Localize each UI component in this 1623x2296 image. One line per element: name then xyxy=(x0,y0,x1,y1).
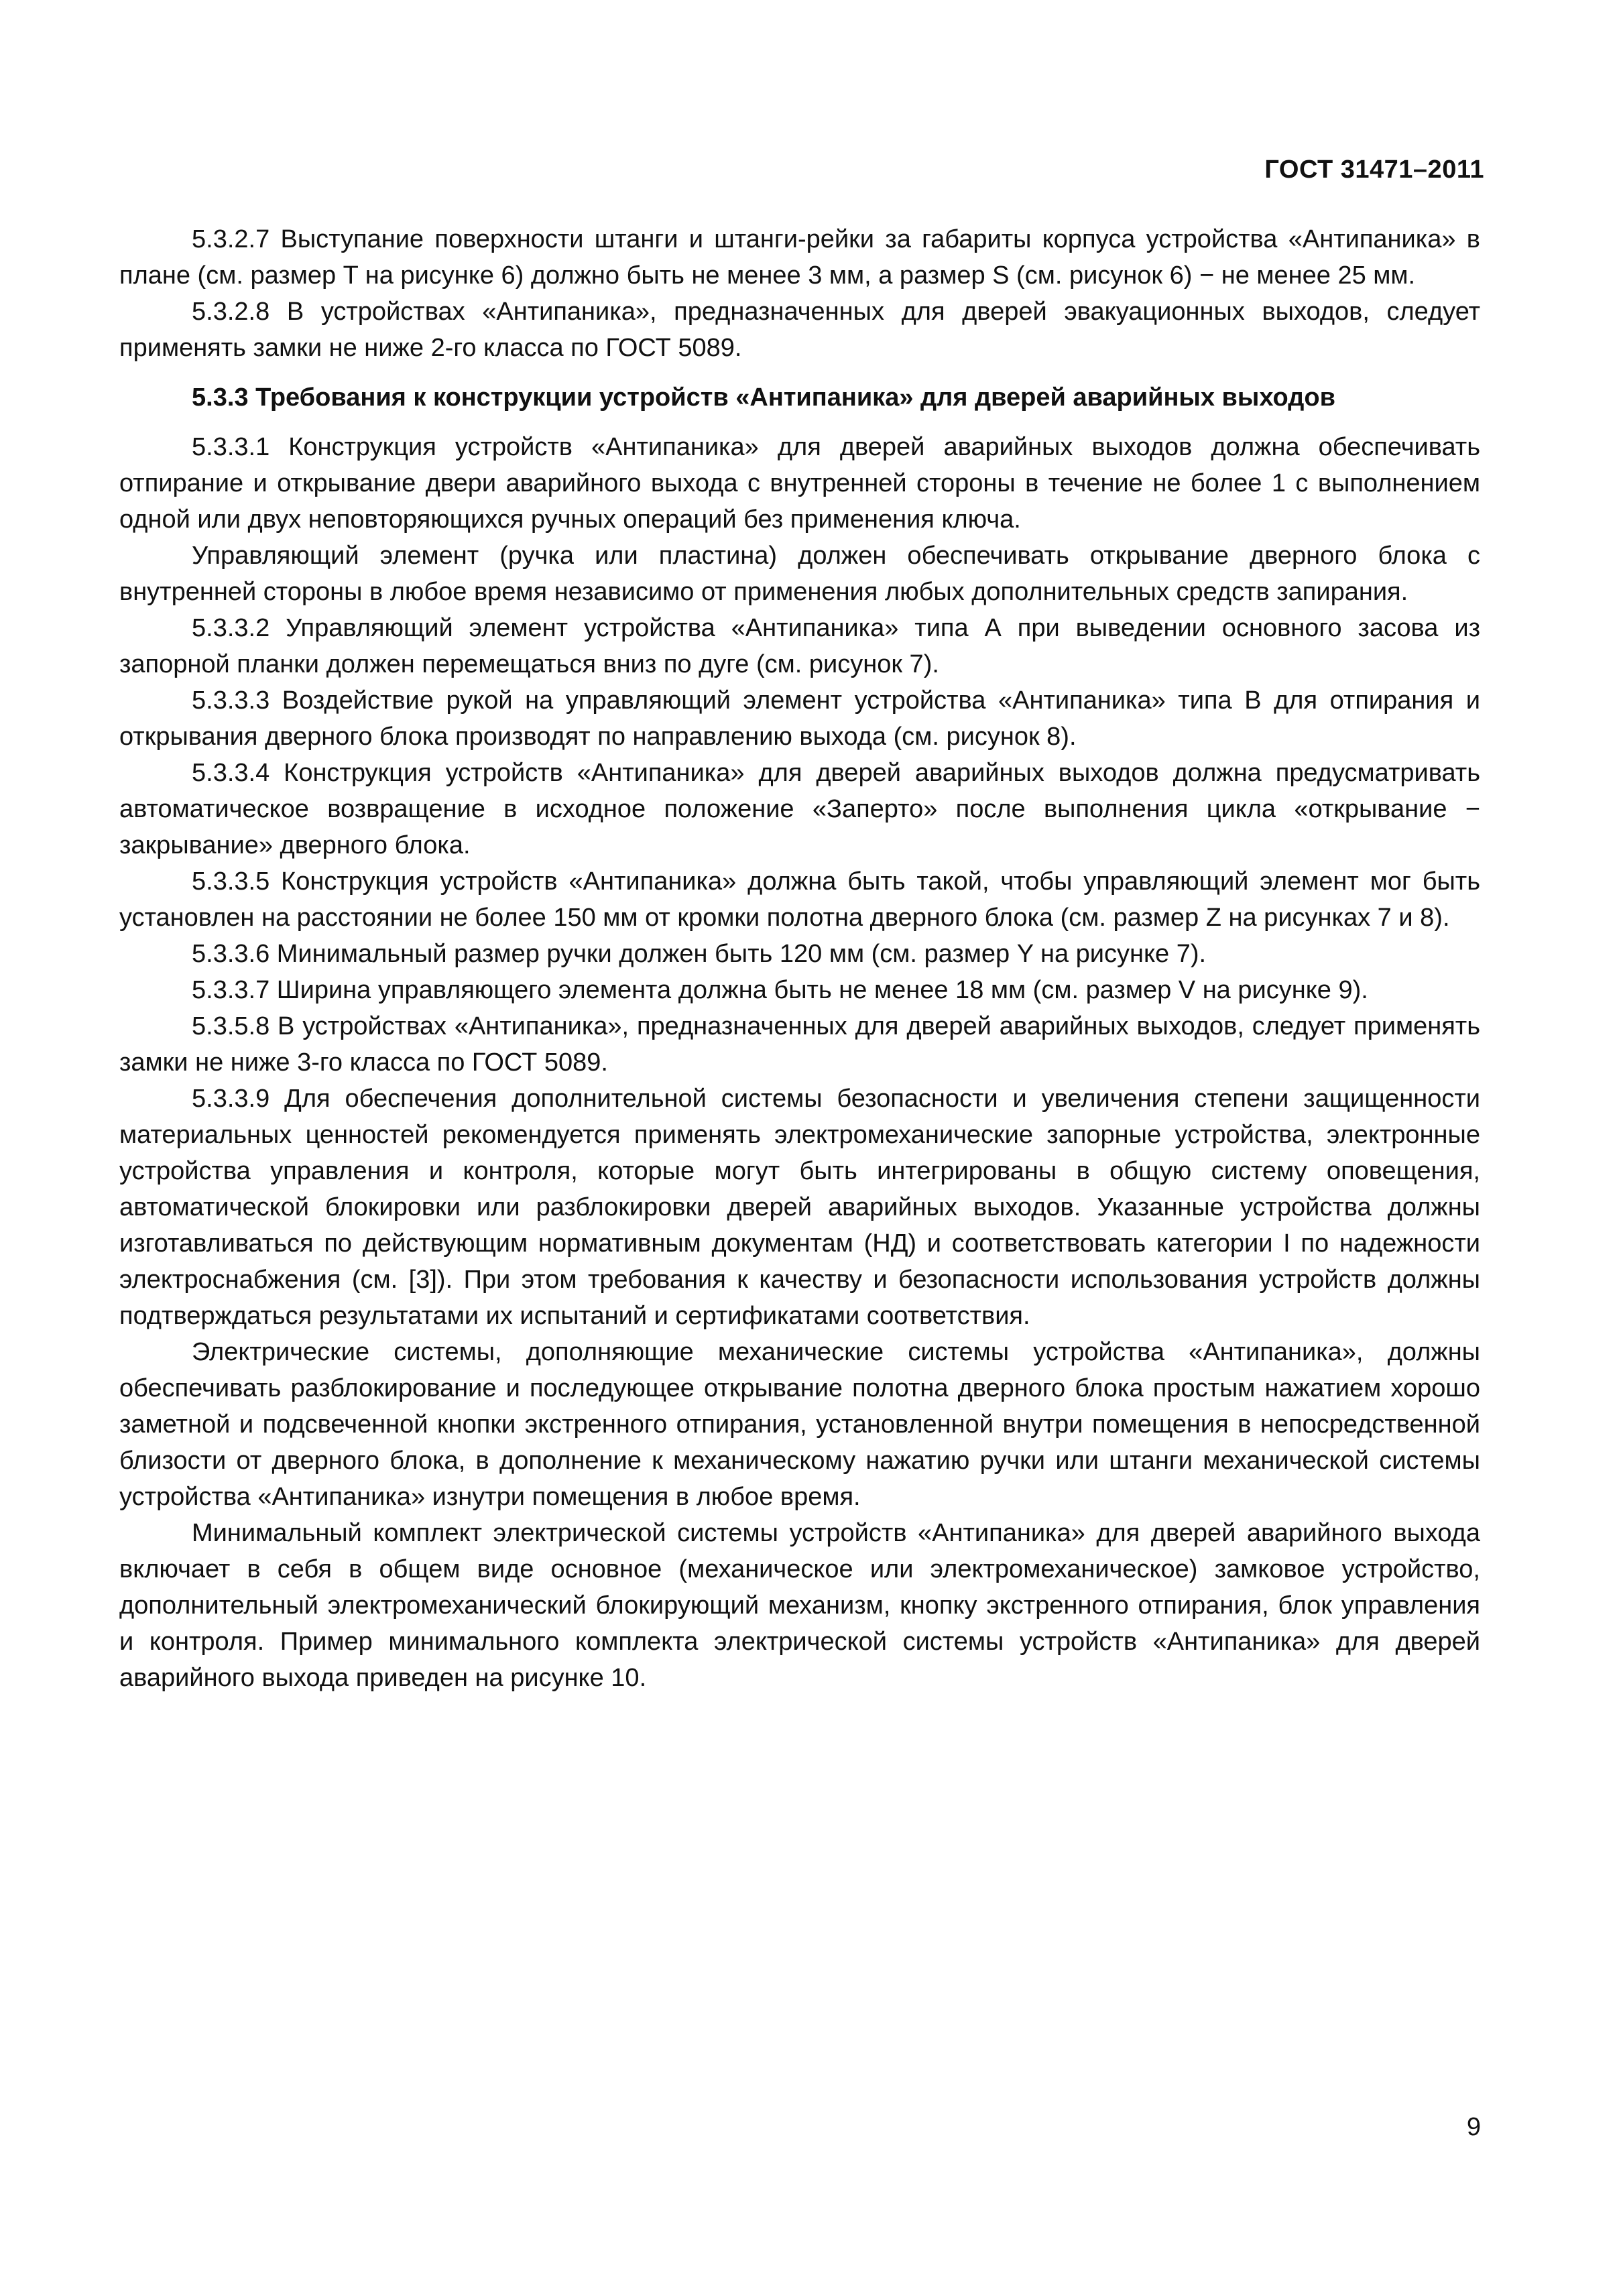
paragraph-5-3-3-4: 5.3.3.4 Конструкция устройств «Антипаника» для дверей аварийных выходов должна предусматривать автоматическое возвращение в исходное положение «Заперто» после выполнения цикла «открывание − закрывание» дверного блока. xyxy=(119,759,1480,859)
paragraph-control-element: Управляющий элемент (ручка или пластина) должен обеспечивать открывание дверного блока с внутренней стороны в любое время независимо от применения любых дополнительных средств запирания. xyxy=(119,542,1480,606)
paragraph-5-3-3-6: 5.3.3.6 Минимальный размер ручки должен быть 120 мм (см. размер Y на рисунке 7). xyxy=(192,940,1207,968)
paragraph-5-3-3-3: 5.3.3.3 Воздействие рукой на управляющий элемент устройства «Антипаника» типа В для отпирания и открывания дверного блока производят по направлению выхода (см. рисунок 8). xyxy=(119,686,1480,751)
paragraph-5-3-3-2: 5.3.3.2 Управляющий элемент устройства «Антипаника» типа А при выведении основного засова из запорной планки должен перемещаться вниз по дуге (см. рисунок 7). xyxy=(119,614,1480,678)
document-body xyxy=(119,221,1480,1696)
paragraph-minimal-kit: Минимальный комплект электрической системы устройств «Антипаника» для дверей аварийного выхода включает в себя в общем виде основное (механическое или электромеханическое) замковое устройство, дополнительный электромеханический блокирующий механизм, кнопку экстренного отпирания, блок управления и контроля. Пример минимального комплекта электрической системы устройств «Антипаника» для дверей аварийного выхода приведен на рисунке 10. xyxy=(119,1519,1480,1692)
paragraph-5-3-3-7: 5.3.3.7 Ширина управляющего элемента должна быть не менее 18 мм (см. размер V на рисунке 9). xyxy=(192,976,1368,1004)
paragraph-5-3-2-8: 5.3.2.8 В устройствах «Антипаника», предназначенных для дверей эвакуационных выходов, следует применять замки не ниже 2-го класса по ГОСТ 5089. xyxy=(119,298,1480,362)
document-standard-header: ГОСТ 31471–2011 xyxy=(1264,156,1484,184)
paragraph-electrical-systems: Электрические системы, дополняющие механические системы устройства «Антипаника», должны обеспечивать разблокирование и последующее открывание полотна дверного блока простым нажатием хорошо заметной и подсвеченной кнопки экстренного отпирания, установленной внутри помещения в непосредственной близости от дверного блока, в дополнение к механическому нажатию ручки или штанги механической системы устройства «Антипаника» изнутри помещения в любое время. xyxy=(119,1338,1480,1511)
page-number: 9 xyxy=(1466,2113,1481,2141)
paragraph-5-3-2-7: 5.3.2.7 Выступание поверхности штанги и штанги-рейки за габариты корпуса устройства «Антипаника» в плане (см. размер T на рисунке 6) должно быть не менее 3 мм, а размер S (см. рисунок 6) − не менее 25 мм. xyxy=(119,225,1480,290)
section-heading-5-3-3: 5.3.3 Требования к конструкции устройств «Антипаника» для дверей аварийных выходов xyxy=(192,383,1335,412)
paragraph-5-3-3-1: 5.3.3.1 Конструкция устройств «Антипаника» для дверей аварийных выходов должна обеспечивать отпирание и открывание двери аварийного выхода с внутренней стороны в течение не более 1 с выполнением одной или двух неповторяющихся ручных операций без применения ключа. xyxy=(119,433,1480,534)
paragraph-5-3-3-9: 5.3.3.9 Для обеспечения дополнительной системы безопасности и увеличения степени защищенности материальных ценностей рекомендуется применять электромеханические запорные устройства, электронные устройства управления и контроля, которые могут быть интегрированы в общую систему оповещения, автоматической блокировки или разблокировки дверей аварийных выходов. Указанные устройства должны изготавливаться по действующим нормативным документам (НД) и соответствовать категории I по надежности электроснабжения (см. [3]). При этом требования к качеству и безопасности использования устройств должны подтверждаться результатами их испытаний и сертификатами соответствия. xyxy=(119,1085,1480,1330)
paragraph-5-3-5-8: 5.3.5.8 В устройствах «Антипаника», предназначенных для дверей аварийных выходов, следует применять замки не ниже 3-го класса по ГОСТ 5089. xyxy=(119,1012,1480,1077)
paragraph-5-3-3-5: 5.3.3.5 Конструкция устройств «Антипаника» должна быть такой, чтобы управляющий элемент мог быть установлен на расстоянии не более 150 мм от кромки полотна дверного блока (см. размер Z на рисунках 7 и 8). xyxy=(119,867,1480,932)
